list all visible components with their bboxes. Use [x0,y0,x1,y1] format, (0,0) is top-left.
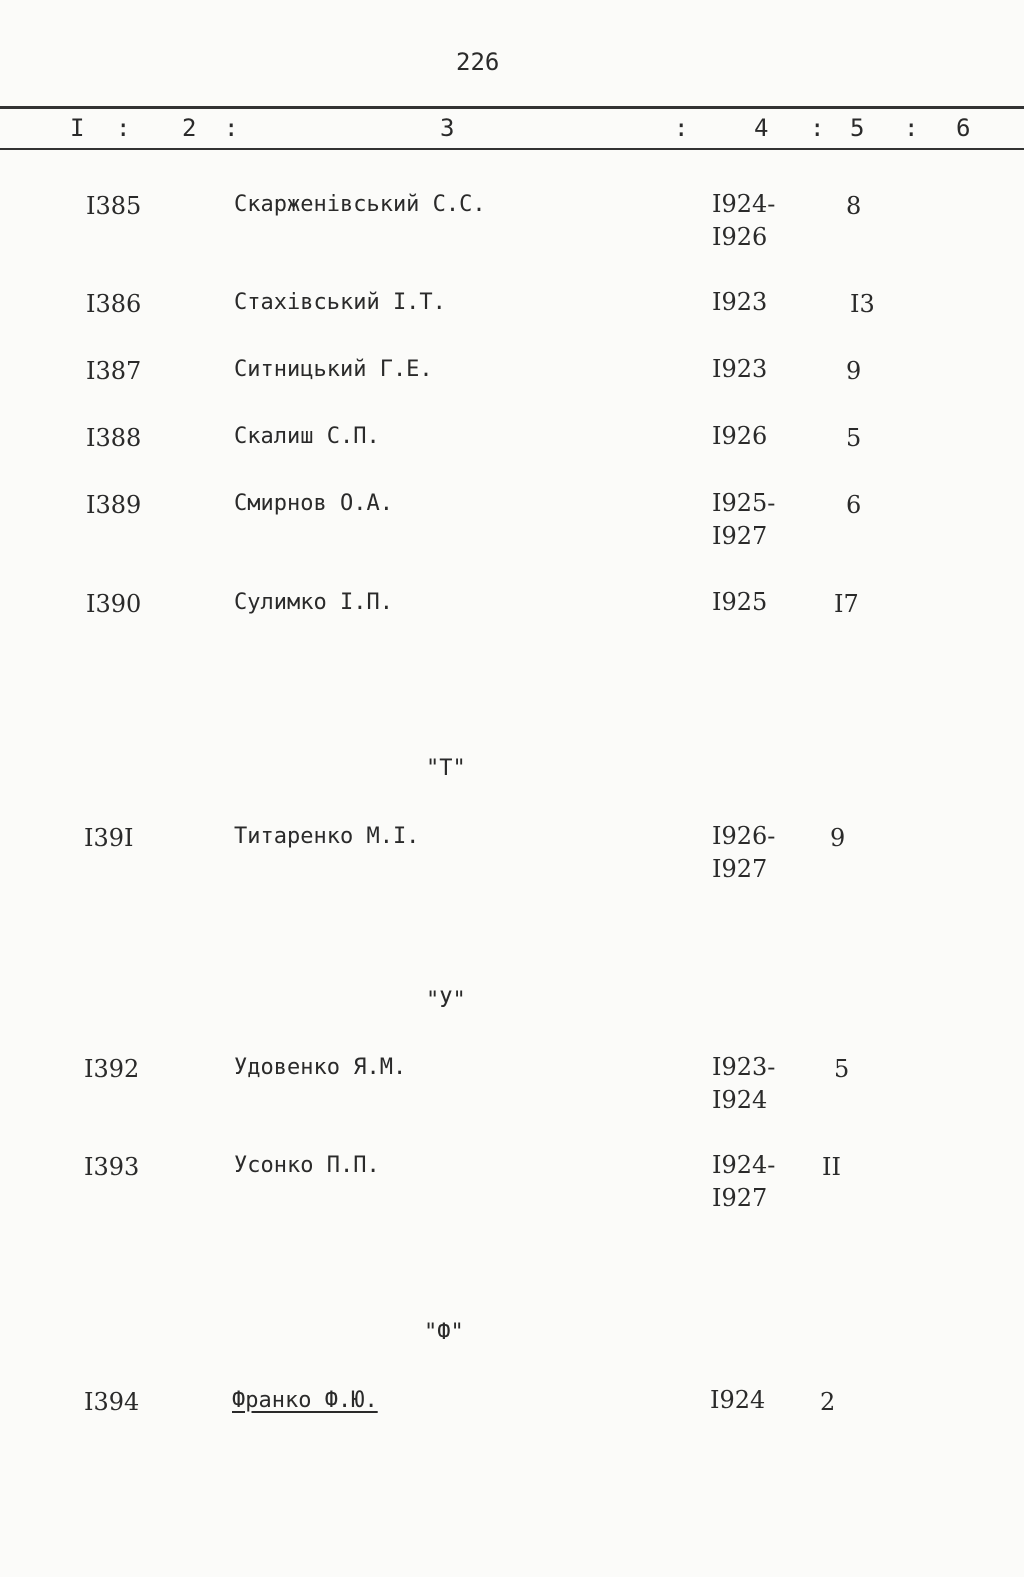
row-years: I924 [712,1086,768,1114]
row-years: I927 [712,522,768,550]
row-years: I923 [712,288,768,316]
row-name: Усонко П.П. [234,1153,380,1178]
header-col-5: 5 [850,114,865,142]
row-number: I390 [86,590,142,618]
header-separator: : [116,114,131,142]
row-years: I923- [712,1053,776,1081]
row-years: I927 [712,855,768,883]
row-count: 9 [830,824,846,852]
header-rule-bottom [0,148,1024,150]
row-number: I385 [86,192,142,220]
row-count: I3 [850,290,875,318]
section-letter-t: "Т" [426,756,466,781]
row-years: I926- [712,822,776,850]
header-separator: : [674,114,689,142]
row-count: II [822,1153,841,1181]
row-name: Скалиш С.П. [234,424,380,449]
row-years: I925 [712,588,768,616]
page-number: 226 [456,48,500,76]
row-number: I387 [86,357,142,385]
row-years: I923 [712,355,768,383]
row-count: 5 [834,1055,850,1083]
row-years: I925- [712,489,776,517]
row-count: 2 [820,1388,836,1416]
row-years: I926 [712,422,768,450]
row-name: Франко Ф.Ю. [232,1388,378,1413]
row-name: Сулимко І.П. [234,590,393,615]
row-name: Стахівський І.Т. [234,290,446,315]
row-count: 8 [846,192,862,220]
row-name: Скарженівський С.С. [234,192,486,217]
row-number: I392 [84,1055,140,1083]
row-number: I388 [86,424,142,452]
header-separator: : [810,114,825,142]
row-count: 6 [846,491,862,519]
row-years: I924- [712,190,776,218]
header-col-1: I [70,114,85,142]
row-name: Удовенко Я.М. [234,1055,407,1080]
section-letter-u: "У" [426,988,466,1013]
row-count: I7 [834,590,859,618]
row-name: Ситницький Г.Е. [234,357,433,382]
row-number: I389 [86,491,142,519]
row-number: I386 [86,290,142,318]
row-count: 5 [846,424,862,452]
header-separator: : [904,114,919,142]
header-rule-top [0,106,1024,109]
row-years: I924- [712,1151,776,1179]
row-count: 9 [846,357,862,385]
row-years: I926 [712,223,768,251]
header-col-3: 3 [440,114,455,142]
row-number: I394 [84,1388,140,1416]
row-name: Смирнов О.А. [234,491,393,516]
header-col-2: 2 [182,114,197,142]
row-number: I393 [84,1153,140,1181]
row-number: I39I [84,824,134,852]
section-letter-f: "Ф" [424,1320,464,1345]
header-separator: : [224,114,239,142]
header-col-6: 6 [956,114,971,142]
row-years: I927 [712,1184,768,1212]
header-col-4: 4 [754,114,769,142]
row-years: I924 [710,1386,766,1414]
row-name: Титаренко М.І. [234,824,420,849]
